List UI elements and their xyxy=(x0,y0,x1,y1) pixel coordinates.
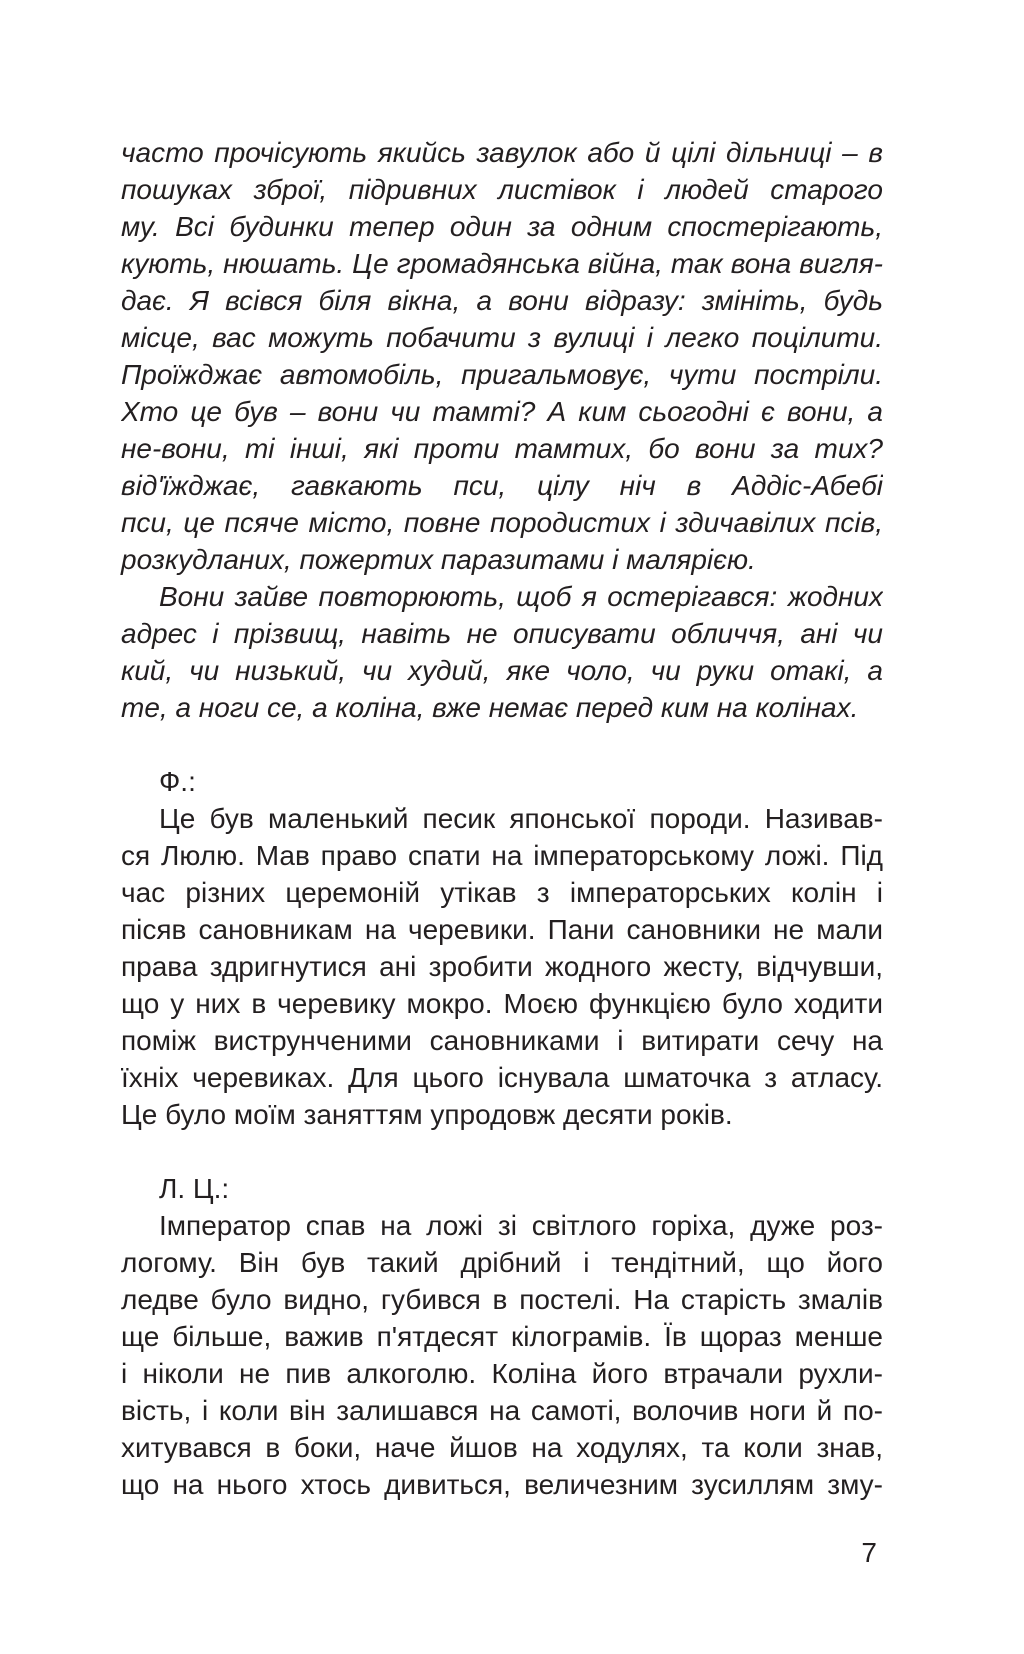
text-line: логому. Він був такий дрібний і тендітний, що його xyxy=(121,1247,883,1278)
text-line: кий, чи низький, чи худий, яке чоло, чи руки отакі, а xyxy=(121,655,883,686)
text-line: пси, це псяче місто, повне породистих і здичавілих псів, xyxy=(121,507,883,538)
text-line: адрес і прізвищ, навіть не описувати обличчя, ані чи xyxy=(121,618,883,649)
page-number: 7 xyxy=(861,1537,877,1568)
section-spacer xyxy=(121,1133,883,1170)
section-spacer xyxy=(121,726,883,763)
italic-paragraph-1 xyxy=(121,134,883,578)
text-line: ледве було видно, губився в постелі. На старість змалів xyxy=(121,1284,883,1315)
section-f xyxy=(121,763,883,1133)
text-line: що у них в черевику мокро. Моєю функцією було ходити xyxy=(121,988,883,1019)
italic-paragraph-2 xyxy=(121,578,883,726)
text-line: ся Люлю. Мав право спати на імператорському ложі. Під xyxy=(121,840,883,871)
text-line: права здригнутися ані зробити жодного жесту, відчувши, xyxy=(121,951,883,982)
text-line: Це було моїм заняттям упродовж десяти років. xyxy=(121,1099,733,1130)
text-line: Хто це був – вони чи тамті? А ким сьогодні є вони, а xyxy=(121,396,883,427)
text-line: розкудланих, пожертих паразитами і малярією. xyxy=(121,544,756,575)
text-line: те, а ноги се, а коліна, вже немає перед ким на колінах. xyxy=(121,692,859,723)
text-line: пісяв сановникам на черевики. Пани сановники не мали xyxy=(121,914,883,945)
speaker-label: Ф.: xyxy=(159,766,196,797)
text-line: що на нього хтось дивиться, величезним зусиллям зму- xyxy=(121,1469,883,1500)
text-line: пошуках зброї, підривних листівок і людей старого xyxy=(121,174,883,205)
text-line: не-вони, ті інші, які проти тамтих, бо вони за тих? xyxy=(121,433,883,464)
text-line: вість, і коли він залишався на самоті, волочив ноги й по- xyxy=(121,1395,883,1426)
text-line: Вони зайве повторюють, щоб я остерігався: жодних xyxy=(159,581,883,612)
text-line: кують, нюшать. Це громадянська війна, так вона вигля- xyxy=(121,248,883,279)
text-line: час різних церемоній утікав з імператорських колін і xyxy=(121,877,883,908)
speaker-label: Л. Ц.: xyxy=(159,1173,230,1204)
section-lc xyxy=(121,1170,883,1503)
text-line: Імператор спав на ложі зі світлого горіха, дуже роз- xyxy=(159,1210,883,1241)
text-line: дає. Я всівся біля вікна, а вони відразу: змініть, будь xyxy=(121,285,883,316)
text-line: поміж виструнченими сановниками і витирати сечу на xyxy=(121,1025,883,1056)
book-page xyxy=(121,134,883,1503)
text-line: часто прочісують якийсь завулок або й цілі дільниці – в xyxy=(121,137,883,168)
text-line: і ніколи не пив алкоголю. Коліна його втрачали рухли- xyxy=(121,1358,883,1389)
text-line: Це був маленький песик японської породи. Називав- xyxy=(159,803,883,834)
text-line: від'їжджає, гавкають пси, цілу ніч в Аддіс-Абебі xyxy=(121,470,883,501)
text-line: їхніх черевиках. Для цього існувала шматочка з атласу. xyxy=(121,1062,883,1093)
text-line: ще більше, важив п'ятдесят кілограмів. Їв щораз менше xyxy=(121,1321,883,1352)
text-line: хитувався в боки, наче йшов на ходулях, та коли знав, xyxy=(121,1432,883,1463)
text-line: му. Всі будинки тепер один за одним спостерігають, xyxy=(121,211,883,242)
text-line: Проїжджає автомобіль, пригальмовує, чути постріли. xyxy=(121,359,883,390)
text-line: місце, вас можуть побачити з вулиці і легко поцілити. xyxy=(121,322,883,353)
